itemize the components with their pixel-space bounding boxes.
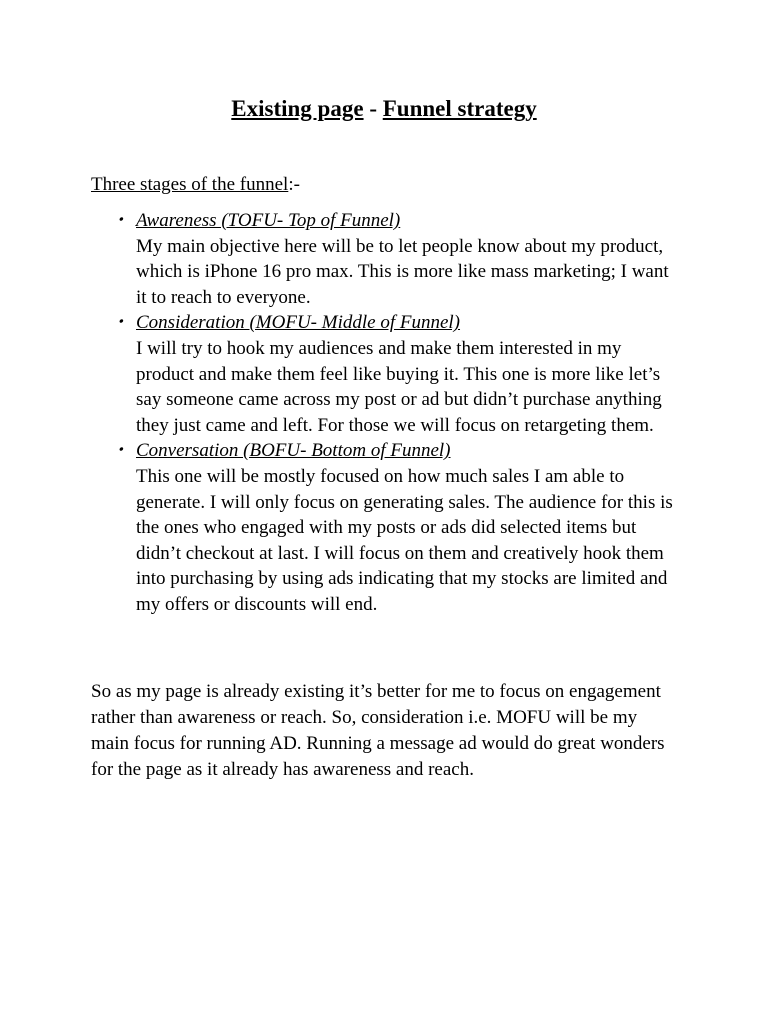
- stage-consideration: [116, 310, 676, 438]
- stage-awareness: [116, 208, 676, 310]
- title-existing-page: Existing page: [231, 96, 364, 121]
- page-title: [0, 94, 768, 124]
- stage-body: My main objective here will be to let people know about my product, which is iPhone 16 pro max. This is more like mass marketing; I want it to reach to everyone.: [136, 235, 669, 308]
- stage-body: I will try to hook my audiences and make them interested in my product and make them feel like buying it. This one is more like let’s say someone came across my post or ad but didn’t purchase anything they just came and left. For those we will focus on retargeting them.: [136, 337, 662, 436]
- bullet-icon: •: [116, 442, 126, 459]
- funnel-intro: [91, 172, 300, 198]
- conclusion-paragraph: So as my page is already existing it’s better for me to focus on engagement rather than awareness or reach. So, consideration i.e. MOFU will be my main focus for running AD. Running a message ad would do great wonders for the page as it already has awareness and reach.: [91, 681, 665, 780]
- title-funnel-strategy: Funnel strategy: [382, 96, 537, 121]
- bullet-icon: •: [116, 212, 126, 228]
- funnel-intro-suffix: :-: [288, 174, 300, 195]
- funnel-stages-list: [116, 208, 676, 618]
- stage-heading: Consideration (MOFU- Middle of Funnel): [136, 312, 461, 334]
- bullet-icon: •: [116, 314, 126, 331]
- stage-heading: Awareness (TOFU- Top of Funnel): [136, 210, 401, 231]
- title-separator: -: [363, 96, 383, 121]
- stage-body: This one will be mostly focused on how much sales I am able to generate. I will only focus on generating sales. The audience for this is the ones who engaged with my posts or ads did selected items but didn’t checkout at last. I will focus on them and creatively hook them into purchasing by using ads indicating that my stocks are limited and my offers or discounts will end.: [136, 465, 673, 615]
- stage-heading: Conversation (BOFU- Bottom of Funnel): [136, 440, 451, 462]
- funnel-intro-label: Three stages of the funnel: [91, 174, 289, 195]
- stage-conversation: [116, 438, 676, 617]
